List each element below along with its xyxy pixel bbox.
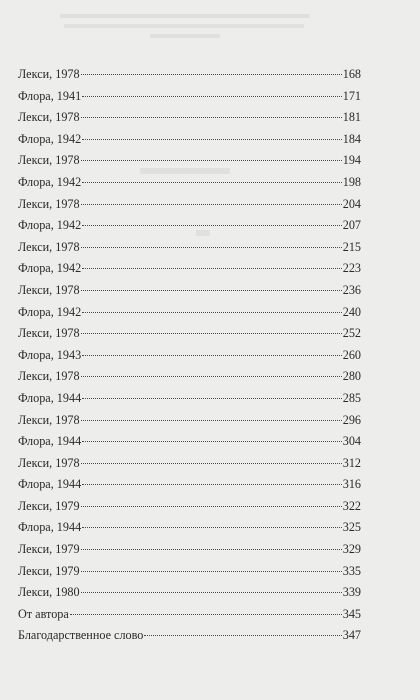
toc-entry-title: Лекси, 1979 [18, 563, 80, 578]
dot-leader [82, 170, 342, 183]
toc-entry-page-number: 204 [342, 196, 361, 211]
toc-entry [18, 474, 361, 496]
toc-entry-page-number: 347 [342, 628, 361, 643]
dot-leader [82, 84, 342, 97]
toc-entry [18, 517, 361, 539]
dot-leader [82, 256, 342, 269]
toc-entry-title: Лекси, 1978 [18, 239, 80, 254]
dot-leader [82, 515, 342, 528]
toc-entry-page-number: 304 [342, 434, 361, 449]
toc-entry [18, 496, 361, 518]
toc-entry-page-number: 171 [342, 88, 361, 103]
dot-leader [81, 580, 342, 593]
dot-leader [81, 494, 342, 507]
table-of-contents [18, 64, 361, 647]
toc-entry-title: Лекси, 1978 [18, 282, 80, 297]
toc-entry [18, 194, 361, 216]
bleed-through-text [64, 24, 304, 28]
toc-entry [18, 345, 361, 367]
toc-entry-title: Лекси, 1979 [18, 498, 80, 513]
bleed-through-text [150, 34, 220, 38]
toc-entry-title: Лекси, 1978 [18, 455, 80, 470]
dot-leader [81, 235, 342, 248]
dot-leader [81, 537, 342, 550]
toc-entry-page-number: 184 [342, 131, 361, 146]
toc-entry-page-number: 322 [342, 498, 361, 513]
dot-leader [82, 127, 342, 140]
dot-leader [81, 62, 342, 75]
dot-leader [81, 321, 342, 334]
toc-entry [18, 107, 361, 129]
toc-entry-title: Флора, 1942 [18, 261, 82, 276]
toc-entry [18, 561, 361, 583]
toc-entry-title: Лекси, 1978 [18, 153, 80, 168]
toc-entry-page-number: 198 [342, 174, 361, 189]
toc-entry [18, 323, 361, 345]
toc-entry [18, 388, 361, 410]
toc-entry-page-number: 215 [342, 239, 361, 254]
dot-leader [70, 602, 342, 615]
toc-entry [18, 237, 361, 259]
toc-entry-title: Флора, 1942 [18, 131, 82, 146]
toc-entry-title: Флора, 1941 [18, 88, 82, 103]
toc-entry [18, 172, 361, 194]
dot-leader [81, 364, 342, 377]
toc-entry [18, 604, 361, 626]
dot-leader [81, 451, 342, 464]
toc-entry-title: Флора, 1942 [18, 174, 82, 189]
toc-entry [18, 150, 361, 172]
toc-entry-title: От автора [18, 606, 69, 621]
bleed-through-text [60, 14, 310, 18]
dot-leader [81, 278, 342, 291]
toc-entry-page-number: 316 [342, 477, 361, 492]
toc-entry-title: Лекси, 1978 [18, 326, 80, 341]
dot-leader [81, 192, 342, 205]
toc-entry-title: Благодарственное слово [18, 628, 144, 643]
toc-entry-title: Лекси, 1980 [18, 585, 80, 600]
toc-entry-title: Флора, 1944 [18, 477, 82, 492]
toc-entry-title: Флора, 1942 [18, 304, 82, 319]
toc-entry-page-number: 345 [342, 606, 361, 621]
toc-entry [18, 366, 361, 388]
toc-entry-title: Лекси, 1978 [18, 369, 80, 384]
toc-entry-title: Флора, 1944 [18, 390, 82, 405]
toc-entry-title: Лекси, 1978 [18, 196, 80, 211]
toc-entry [18, 64, 361, 86]
toc-entry-title: Флора, 1944 [18, 434, 82, 449]
dot-leader [82, 472, 342, 485]
toc-entry [18, 129, 361, 151]
toc-entry-page-number: 207 [342, 218, 361, 233]
toc-entry-title: Флора, 1944 [18, 520, 82, 535]
dot-leader [144, 623, 341, 636]
dot-leader [82, 213, 342, 226]
dot-leader [82, 300, 342, 313]
toc-entry-page-number: 325 [342, 520, 361, 535]
toc-entry [18, 280, 361, 302]
toc-entry-page-number: 339 [342, 585, 361, 600]
toc-entry-title: Флора, 1942 [18, 218, 82, 233]
toc-entry-title: Лекси, 1978 [18, 412, 80, 427]
toc-entry-page-number: 236 [342, 282, 361, 297]
toc-entry-page-number: 223 [342, 261, 361, 276]
toc-entry-title: Лекси, 1978 [18, 67, 80, 81]
toc-entry [18, 582, 361, 604]
toc-entry [18, 453, 361, 475]
dot-leader [81, 559, 342, 572]
dot-leader [81, 148, 342, 161]
toc-entry-page-number: 296 [342, 412, 361, 427]
toc-entry [18, 302, 361, 324]
toc-entry-page-number: 285 [342, 390, 361, 405]
toc-entry [18, 539, 361, 561]
toc-entry [18, 410, 361, 432]
toc-entry-page-number: 194 [342, 153, 361, 168]
dot-leader [81, 105, 342, 118]
toc-entry-page-number: 312 [342, 455, 361, 470]
toc-entry-title: Лекси, 1978 [18, 110, 80, 125]
dot-leader [82, 386, 342, 399]
toc-entry [18, 215, 361, 237]
toc-entry-page-number: 168 [342, 67, 361, 81]
toc-entry-title: Лекси, 1979 [18, 542, 80, 557]
toc-entry-page-number: 260 [342, 347, 361, 362]
dot-leader [81, 408, 342, 421]
toc-entry-page-number: 335 [342, 563, 361, 578]
toc-entry [18, 431, 361, 453]
dot-leader [82, 429, 342, 442]
toc-entry [18, 86, 361, 108]
toc-entry-title: Флора, 1943 [18, 347, 82, 362]
toc-entry [18, 258, 361, 280]
toc-entry-page-number: 240 [342, 304, 361, 319]
dot-leader [82, 343, 342, 356]
toc-entry-page-number: 181 [342, 110, 361, 125]
toc-entry [18, 625, 361, 647]
toc-entry-page-number: 252 [342, 326, 361, 341]
toc-entry-page-number: 329 [342, 542, 361, 557]
toc-entry-page-number: 280 [342, 369, 361, 384]
